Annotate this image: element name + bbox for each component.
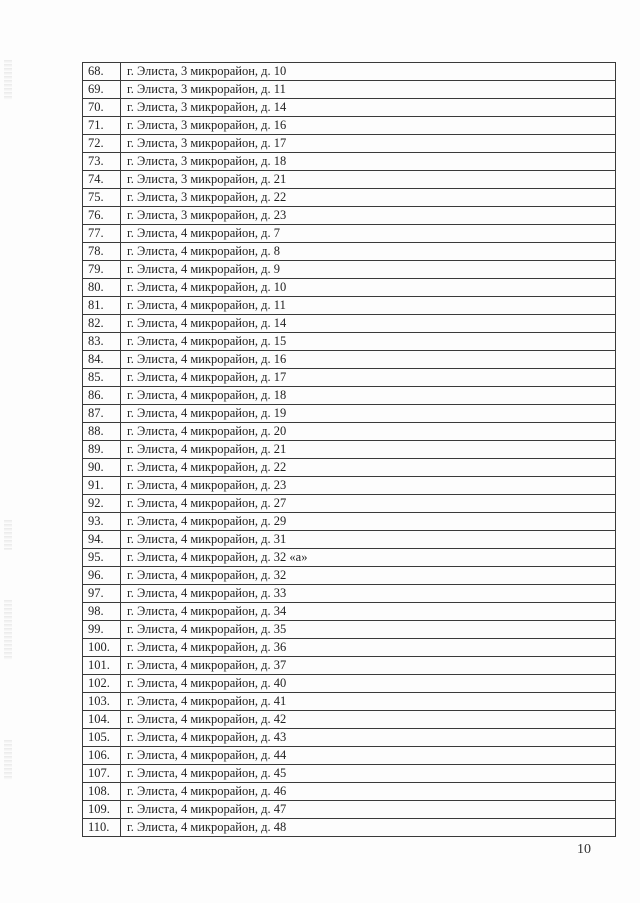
row-number: 86. — [83, 387, 121, 405]
row-number: 95. — [83, 549, 121, 567]
row-number: 109. — [83, 801, 121, 819]
table-row — [83, 279, 616, 297]
row-number: 91. — [83, 477, 121, 495]
table-row — [83, 81, 616, 99]
table-row — [83, 711, 616, 729]
row-number: 81. — [83, 297, 121, 315]
scan-artifact — [4, 520, 12, 550]
row-number: 76. — [83, 207, 121, 225]
table-row — [83, 567, 616, 585]
row-number: 79. — [83, 261, 121, 279]
row-address: г. Элиста, 3 микрорайон, д. 21 — [121, 171, 616, 189]
page-number: 10 — [577, 842, 591, 857]
row-address: г. Элиста, 4 микрорайон, д. 48 — [121, 819, 616, 837]
table-row — [83, 531, 616, 549]
row-number: 94. — [83, 531, 121, 549]
row-address: г. Элиста, 3 микрорайон, д. 23 — [121, 207, 616, 225]
row-number: 90. — [83, 459, 121, 477]
row-address: г. Элиста, 4 микрорайон, д. 7 — [121, 225, 616, 243]
address-table-body — [83, 63, 616, 837]
table-row — [83, 225, 616, 243]
table-row — [83, 297, 616, 315]
table-row — [83, 549, 616, 567]
table-row — [83, 441, 616, 459]
address-table — [82, 62, 616, 837]
row-address: г. Элиста, 4 микрорайон, д. 31 — [121, 531, 616, 549]
table-row — [83, 351, 616, 369]
row-address: г. Элиста, 4 микрорайон, д. 44 — [121, 747, 616, 765]
row-address: г. Элиста, 4 микрорайон, д. 32 «а» — [121, 549, 616, 567]
row-number: 89. — [83, 441, 121, 459]
row-number: 80. — [83, 279, 121, 297]
row-number: 105. — [83, 729, 121, 747]
row-address: г. Элиста, 4 микрорайон, д. 9 — [121, 261, 616, 279]
row-address: г. Элиста, 4 микрорайон, д. 18 — [121, 387, 616, 405]
row-address: г. Элиста, 4 микрорайон, д. 41 — [121, 693, 616, 711]
row-address: г. Элиста, 4 микрорайон, д. 36 — [121, 639, 616, 657]
table-row — [83, 657, 616, 675]
table-row — [83, 63, 616, 81]
row-number: 83. — [83, 333, 121, 351]
row-number: 99. — [83, 621, 121, 639]
row-address: г. Элиста, 4 микрорайон, д. 14 — [121, 315, 616, 333]
row-number: 82. — [83, 315, 121, 333]
row-number: 100. — [83, 639, 121, 657]
table-row — [83, 459, 616, 477]
row-number: 73. — [83, 153, 121, 171]
row-number: 75. — [83, 189, 121, 207]
row-number: 69. — [83, 81, 121, 99]
row-number: 74. — [83, 171, 121, 189]
row-number: 88. — [83, 423, 121, 441]
table-row — [83, 387, 616, 405]
row-number: 77. — [83, 225, 121, 243]
table-row — [83, 585, 616, 603]
table-row — [83, 747, 616, 765]
scan-artifact — [4, 600, 12, 660]
row-number: 85. — [83, 369, 121, 387]
table-row — [83, 117, 616, 135]
row-address: г. Элиста, 4 микрорайон, д. 45 — [121, 765, 616, 783]
table-row — [83, 207, 616, 225]
table-row — [83, 513, 616, 531]
table-row — [83, 819, 616, 837]
row-address: г. Элиста, 4 микрорайон, д. 20 — [121, 423, 616, 441]
row-number: 101. — [83, 657, 121, 675]
table-row — [83, 621, 616, 639]
row-address: г. Элиста, 4 микрорайон, д. 47 — [121, 801, 616, 819]
row-number: 68. — [83, 63, 121, 81]
row-number: 71. — [83, 117, 121, 135]
row-address: г. Элиста, 4 микрорайон, д. 34 — [121, 603, 616, 621]
row-address: г. Элиста, 4 микрорайон, д. 15 — [121, 333, 616, 351]
row-address: г. Элиста, 4 микрорайон, д. 8 — [121, 243, 616, 261]
table-row — [83, 495, 616, 513]
row-address: г. Элиста, 4 микрорайон, д. 42 — [121, 711, 616, 729]
table-row — [83, 99, 616, 117]
row-address: г. Элиста, 3 микрорайон, д. 14 — [121, 99, 616, 117]
row-address: г. Элиста, 4 микрорайон, д. 16 — [121, 351, 616, 369]
table-row — [83, 729, 616, 747]
row-address: г. Элиста, 4 микрорайон, д. 29 — [121, 513, 616, 531]
row-address: г. Элиста, 4 микрорайон, д. 40 — [121, 675, 616, 693]
row-address: г. Элиста, 4 микрорайон, д. 46 — [121, 783, 616, 801]
row-address: г. Элиста, 4 микрорайон, д. 23 — [121, 477, 616, 495]
row-address: г. Элиста, 4 микрорайон, д. 32 — [121, 567, 616, 585]
row-address: г. Элиста, 4 микрорайон, д. 11 — [121, 297, 616, 315]
row-number: 103. — [83, 693, 121, 711]
table-row — [83, 675, 616, 693]
row-number: 107. — [83, 765, 121, 783]
row-number: 108. — [83, 783, 121, 801]
table-row — [83, 369, 616, 387]
row-address: г. Элиста, 4 микрорайон, д. 33 — [121, 585, 616, 603]
row-number: 102. — [83, 675, 121, 693]
table-row — [83, 153, 616, 171]
scan-artifact — [4, 740, 12, 780]
row-address: г. Элиста, 4 микрорайон, д. 43 — [121, 729, 616, 747]
row-address: г. Элиста, 3 микрорайон, д. 18 — [121, 153, 616, 171]
table-row — [83, 423, 616, 441]
table-row — [83, 405, 616, 423]
table-row — [83, 171, 616, 189]
table-row — [83, 333, 616, 351]
row-number: 87. — [83, 405, 121, 423]
row-address: г. Элиста, 3 микрорайон, д. 22 — [121, 189, 616, 207]
row-address: г. Элиста, 3 микрорайон, д. 10 — [121, 63, 616, 81]
table-row — [83, 783, 616, 801]
row-address: г. Элиста, 4 микрорайон, д. 19 — [121, 405, 616, 423]
table-row — [83, 477, 616, 495]
row-address: г. Элиста, 3 микрорайон, д. 17 — [121, 135, 616, 153]
table-row — [83, 243, 616, 261]
scan-artifact — [4, 60, 12, 100]
table-row — [83, 135, 616, 153]
row-number: 104. — [83, 711, 121, 729]
row-number: 78. — [83, 243, 121, 261]
table-row — [83, 639, 616, 657]
row-number: 110. — [83, 819, 121, 837]
table-row — [83, 801, 616, 819]
row-number: 72. — [83, 135, 121, 153]
row-address: г. Элиста, 4 микрорайон, д. 17 — [121, 369, 616, 387]
row-number: 92. — [83, 495, 121, 513]
row-number: 96. — [83, 567, 121, 585]
table-row — [83, 765, 616, 783]
table-row — [83, 693, 616, 711]
row-number: 70. — [83, 99, 121, 117]
row-number: 106. — [83, 747, 121, 765]
row-address: г. Элиста, 4 микрорайон, д. 27 — [121, 495, 616, 513]
row-address: г. Элиста, 4 микрорайон, д. 35 — [121, 621, 616, 639]
row-number: 97. — [83, 585, 121, 603]
row-address: г. Элиста, 4 микрорайон, д. 37 — [121, 657, 616, 675]
table-row — [83, 189, 616, 207]
row-number: 84. — [83, 351, 121, 369]
row-address: г. Элиста, 4 микрорайон, д. 22 — [121, 459, 616, 477]
row-address: г. Элиста, 3 микрорайон, д. 11 — [121, 81, 616, 99]
table-row — [83, 603, 616, 621]
row-number: 93. — [83, 513, 121, 531]
table-row — [83, 261, 616, 279]
row-address: г. Элиста, 3 микрорайон, д. 16 — [121, 117, 616, 135]
row-address: г. Элиста, 4 микрорайон, д. 10 — [121, 279, 616, 297]
row-number: 98. — [83, 603, 121, 621]
table-row — [83, 315, 616, 333]
row-address: г. Элиста, 4 микрорайон, д. 21 — [121, 441, 616, 459]
